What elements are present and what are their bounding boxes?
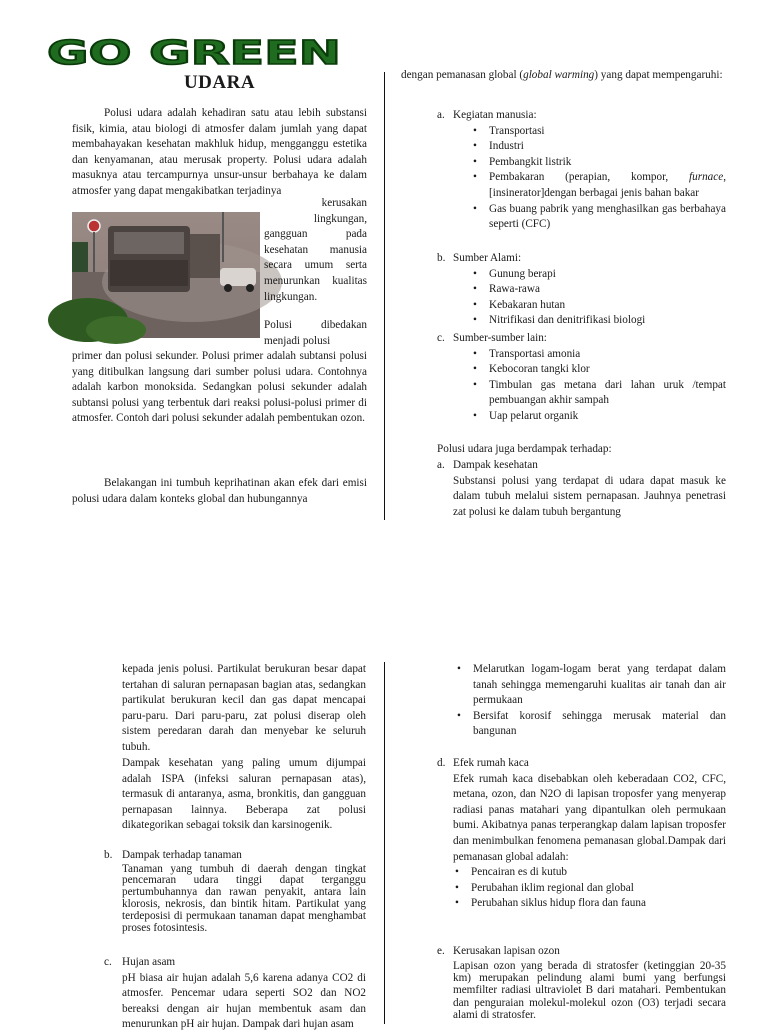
list-item-emphasis: furnace bbox=[689, 171, 724, 184]
section-marker: e. bbox=[437, 945, 445, 957]
list-item-text: ,[insinerator]dengan berbagai jenis bahan bakar bbox=[489, 171, 726, 199]
section-heading-text: Sumber-sumber lain: bbox=[453, 332, 547, 344]
section-heading-text: Kegiatan manusia: bbox=[453, 109, 537, 121]
section-heading bbox=[104, 848, 366, 864]
section-heading bbox=[437, 944, 726, 960]
kerusakan-ozon-text: Lapisan ozon yang berada di stratosfer (ketinggian 20-35 km) merupakan pelindung alami bumi yang berfungsi memfilter radiasi ultraviolet B dari matahari. Pembentukan dan penguraian molekul-molekul ozon (O3) terjadi secara alami di stratosfer. bbox=[453, 959, 726, 1022]
intro-text: ) yang dapat mempengaruhi: bbox=[594, 69, 723, 81]
list-item bbox=[471, 170, 726, 201]
bus-pollution-image bbox=[72, 212, 260, 338]
list-item: • Industri bbox=[471, 139, 726, 155]
list-item: • Kebocoran tangki klor bbox=[471, 362, 726, 378]
wrapped-text-block bbox=[264, 196, 367, 305]
hujan-asam-text: pH biasa air hujan adalah 5,6 karena adanya CO2 di atmosfer. Pencemar udara seperti SO2 dan NO2 bereaksi dengan air hujan membentuk asam dan menurunkan pH air hujan. Dampak dari hujan asam bbox=[122, 971, 366, 1031]
wrap-line: kesehatan manusia bbox=[264, 243, 367, 256]
section-kerusakan-ozon bbox=[437, 944, 726, 1022]
efek-rumah-kaca-text: Efek rumah kaca disebabkan oleh keberadaan CO2, CFC, metana, ozon, dan N2O di lapisan troposfer yang menyerap radiasi panas matahari yang dipantulkan oleh permukaan bumi. Akibatnya panas terperangkap dalam lapisan troposfer dan menimbulkan fenomena pemanasan global.Dampak dari pemanasan global adalah: bbox=[453, 772, 726, 863]
ispa-paragraph: Dampak kesehatan yang paling umum dijumpai adalah ISPA (infeksi saluran pernapasan atas), termasuk di antaranya, asma, bronkitis, dan gangguan pernapasan lainnya. Beberapa zat polusi dikategorikan sebagai toksik dan karsinogenik. bbox=[122, 757, 366, 832]
section-efek-rumah-kaca bbox=[437, 756, 726, 912]
list-item: • Bersifat korosif sehingga merusak material dan bangunan bbox=[455, 709, 726, 740]
section-hujan-asam bbox=[104, 955, 366, 1033]
wrap-line: menurunkan kualitas bbox=[264, 274, 367, 287]
section-marker: a. bbox=[437, 109, 445, 121]
dampak-tanaman-text: Tanaman yang tumbuh di daerah dengan tingkat pencemaran udara tinggi dapat terganggu pertumbuhannya dan rawan penyakit, antara lain klorosis, nekrosis, dan bintik hitam. Partikulat yang terdeposisi di permukaan tanaman dapat menghambat proses fotosintesis. bbox=[122, 862, 366, 934]
page-title: UDARA bbox=[183, 72, 256, 93]
wrap-line: secara umum serta bbox=[264, 259, 367, 272]
section-heading-text: Kerusakan lapisan ozon bbox=[453, 945, 560, 957]
list-item: • Nitrifikasi dan denitrifikasi biologi bbox=[471, 313, 726, 329]
list-item: • Transportasi bbox=[471, 124, 726, 140]
kesehatan-continued-paragraph: kepada jenis polusi. Partikulat berukuran besar dapat tertahan di saluran pernapasan bagian atas, sedangkan partikulat berukuran kecil dan gas dapat mencapai paru-paru. Dari paru-paru, zat polusi diserap oleh sistem peredaran darah dan menyebar ke seluruh tubuh. bbox=[122, 663, 366, 753]
list-item-text: Pembakaran (perapian, kompor, bbox=[489, 171, 669, 184]
section-marker: c. bbox=[104, 956, 112, 968]
list-item: • Melarutkan logam-logam berat yang terdapat dalam tanah sehingga memengaruhi kualitas air tanah dan air permukaan bbox=[455, 662, 726, 709]
polusi-dibedakan-start: Polusi dibedakan menjadi polusi bbox=[264, 319, 367, 347]
belakangan-paragraph: Belakangan ini tumbuh keprihatinan akan efek dari emisi polusi udara dalam konteks global dan hubungannya bbox=[72, 477, 367, 505]
list-item: • Kebakaran hutan bbox=[471, 298, 726, 314]
section-marker: c. bbox=[437, 332, 445, 344]
go-green-logo-text: GO GREEN bbox=[47, 33, 341, 72]
list-item: • Perubahan iklim regional dan global bbox=[453, 881, 726, 897]
section-marker: b. bbox=[104, 849, 113, 861]
section-heading bbox=[437, 458, 726, 474]
wrap-line: kerusakan bbox=[321, 197, 367, 209]
section-dampak-tanaman bbox=[104, 848, 366, 934]
section-heading-text: Dampak kesehatan bbox=[453, 459, 538, 471]
section-heading bbox=[437, 108, 726, 124]
intro-text: dengan pemanasan global ( bbox=[401, 69, 524, 81]
section-dampak-kesehatan bbox=[437, 458, 726, 520]
go-green-logo bbox=[44, 34, 344, 70]
dampak-intro: Polusi udara juga berdampak terhadap: bbox=[437, 443, 612, 455]
kegiatan-manusia-list bbox=[471, 124, 726, 233]
section-sumber-lain bbox=[437, 331, 726, 425]
list-item: • Gunung berapi bbox=[471, 267, 726, 283]
section-heading-text: Efek rumah kaca bbox=[453, 757, 529, 769]
section-heading bbox=[437, 756, 726, 772]
section-kegiatan-manusia bbox=[437, 108, 726, 233]
column-divider bbox=[384, 662, 385, 1024]
list-item: • Uap pelarut organik bbox=[471, 409, 726, 425]
wrap-line: lingkungan. bbox=[264, 290, 318, 303]
section-heading-text: Dampak terhadap tanaman bbox=[122, 849, 242, 861]
section-marker: b. bbox=[437, 252, 446, 264]
list-item: • Pembangkit listrik bbox=[471, 155, 726, 171]
section-sumber-alami bbox=[437, 251, 726, 329]
section-heading bbox=[437, 251, 726, 267]
right-intro-paragraph bbox=[401, 68, 726, 84]
pemanasan-global-list bbox=[453, 865, 726, 912]
list-item: • Timbulan gas metana dari lahan uruk /tempat pembuangan akhir sampah bbox=[471, 378, 726, 409]
section-marker: d. bbox=[437, 757, 446, 769]
section-heading-text: Hujan asam bbox=[122, 956, 176, 968]
hujan-asam-effects-list bbox=[455, 662, 726, 740]
dampak-kesehatan-text: Substansi polusi yang terdapat di udara dapat masuk ke dalam tubuh melalui sistem pernapasan. Jauhnya penetrasi zat polusi ke dalam tubuh bergantung bbox=[453, 474, 726, 518]
wrap-line: lingkungan, bbox=[313, 212, 367, 225]
go-green-logo-graphic bbox=[44, 34, 344, 70]
bus-pollution-photo bbox=[72, 212, 260, 338]
sumber-lain-list bbox=[471, 347, 726, 425]
wrap-line: gangguan pada bbox=[264, 228, 367, 241]
section-heading bbox=[104, 955, 366, 971]
list-item: • Perubahan siklus hidup flora dan fauna bbox=[453, 896, 726, 912]
intro-emphasis: global warming bbox=[523, 69, 595, 81]
list-item: • Transportasi amonia bbox=[471, 347, 726, 363]
list-item: • Gas buang pabrik yang menghasilkan gas berbahaya seperti (CFC) bbox=[471, 202, 726, 233]
sumber-alami-list bbox=[471, 267, 726, 329]
section-heading bbox=[437, 331, 726, 347]
section-marker: a. bbox=[437, 459, 445, 471]
section-heading-text: Sumber Alami: bbox=[453, 252, 522, 264]
column-divider bbox=[384, 72, 385, 520]
list-item: • Rawa-rawa bbox=[471, 282, 726, 298]
intro-paragraph: Polusi udara adalah kehadiran satu atau lebih substansi fisik, kimia, atau biologi di atmosfer dalam jumlah yang dapat membahayakan kesehatan makhluk hidup, mengganggu estetika dan kenyamanan, atau merusak property. Polusi udara adalah masuknya atau tercampurnya unsur-unsur berbahaya ke dalam atmosfer yang dapat mengakibatkan terjadinya bbox=[72, 107, 367, 197]
list-item: • Pencairan es di kutub bbox=[453, 865, 726, 881]
polusi-primer-sekunder-paragraph: primer dan polusi sekunder. Polusi primer adalah subtansi polusi yang ditibulkan langsung dari sumber polusi udara. Contohnya adalah karbon monoksida. Sedangkan polusi sekunder adalah subtansi polusi yang terbentuk dari reaksi polusi-polusi primer di atmosfer. Contoh dari polusi sekunder adalah pembentukan ozon. bbox=[72, 350, 367, 425]
